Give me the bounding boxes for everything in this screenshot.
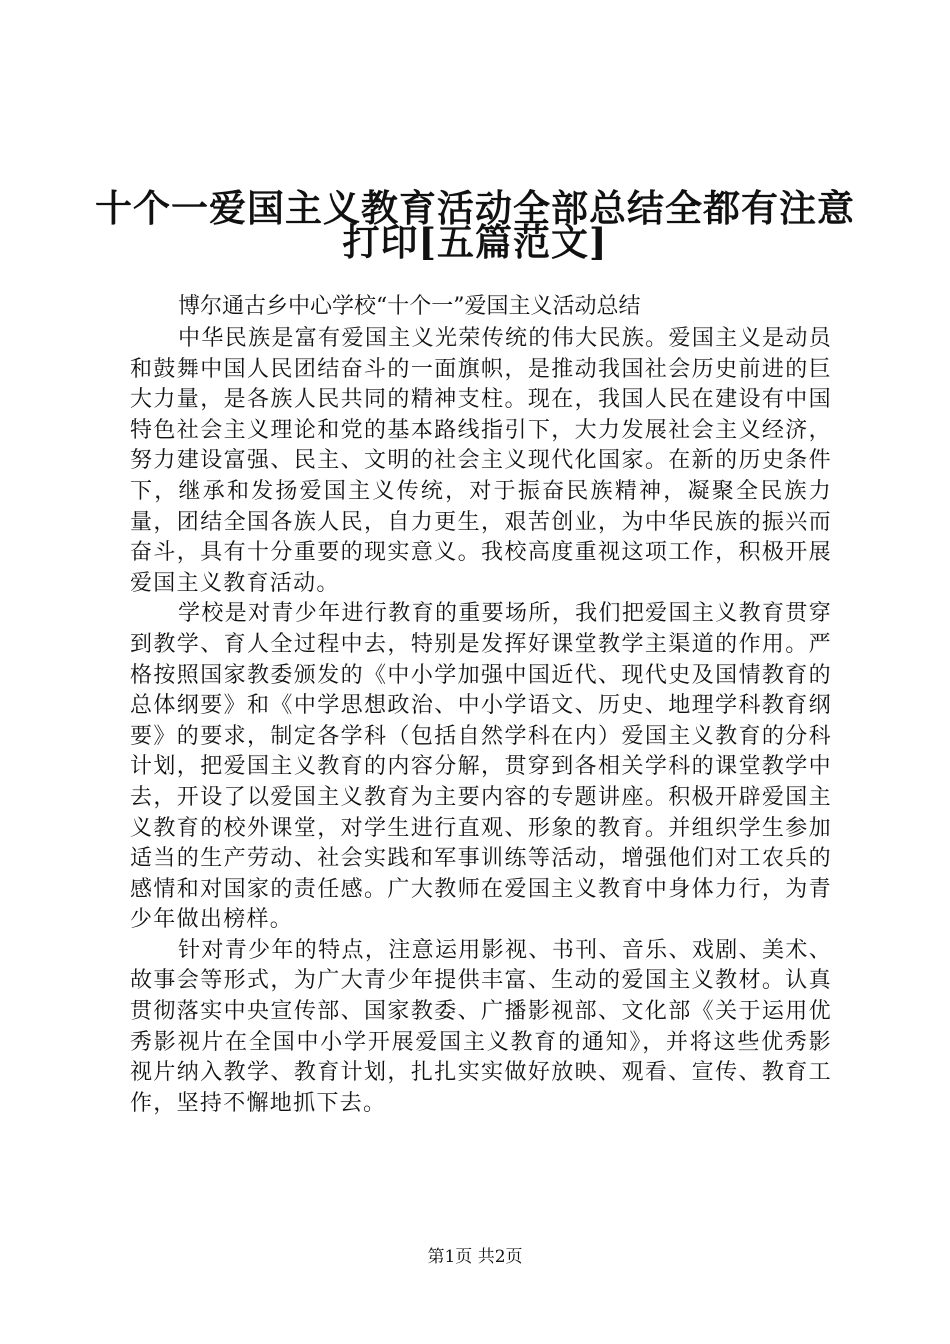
document-subtitle: 博尔通古乡中心学校“十个一”爱国主义活动总结 bbox=[178, 294, 641, 319]
paragraph-3: 针对青少年的特点，注意运用影视、书刊、音乐、戏剧、美术、故事会等形式，为广大青少年提供丰富、生动的爱国主义教材。认真贯彻落实中央宣传部、国家教委、广播影视部、文化部《关于运用优秀影视片在全国中小学开展爱国主义教育的通知》，并将这些优秀影视片纳入教学、教育计划，扎扎实实做好放映、观看、宣传、教育工作，坚持不懈地抓下去。 bbox=[130, 937, 832, 1116]
paragraph-2: 学校是对青少年进行教育的重要场所，我们把爱国主义教育贯穿到教学、育人全过程中去，特别是发挥好课堂教学主渠道的作用。严格按照国家教委颁发的《中小学加强中国近代、现代史及国情教育的总体纲要》和《中学思想政治、中小学语文、历史、地理学科教育纲要》的要求，制定各学科（包括自然学科在内）爱国主义教育的分科计划，把爱国主义教育的内容分解，贯穿到各相关学科的课堂教学中去，开设了以爱国主义教育为主要内容的专题讲座。积极开辟爱国主义教育的校外课堂，对学生进行直观、形象的教育。并组织学生参加适当的生产劳动、社会实践和军事训练等活动，增强他们对工农兵的感情和对国家的责任感。广大教师在爱国主义教育中身体力行，为青少年做出榜样。 bbox=[130, 601, 832, 933]
page-number-footer: 第1页 共2页 bbox=[427, 1247, 523, 1267]
document-body bbox=[130, 290, 832, 1119]
paragraph-1: 中华民族是富有爱国主义光荣传统的伟大民族。爱国主义是动员和鼓舞中国人民团结奋斗的一面旗帜，是推动我国社会历史前进的巨大力量，是各族人民共同的精神支柱。现在，我国人民在建设有中国特色社会主义理论和党的基本路线指引下，大力发展社会主义经济，努力建设富强、民主、文明的社会主义现代化国家。在新的历史条件下，继承和发扬爱国主义传统，对于振奋民族精神，凝聚全民族力量，团结全国各族人民，自力更生，艰苦创业，为中华民族的振兴而奋斗，具有十分重要的现实意义。我校高度重视这项工作，积极开展爱国主义教育活动。 bbox=[130, 326, 832, 596]
document-title-line-2: 打印[五篇范文] bbox=[342, 220, 608, 264]
document-title-line-1: 十个一爱国主义教育活动全部总结全都有注意 bbox=[95, 186, 855, 230]
